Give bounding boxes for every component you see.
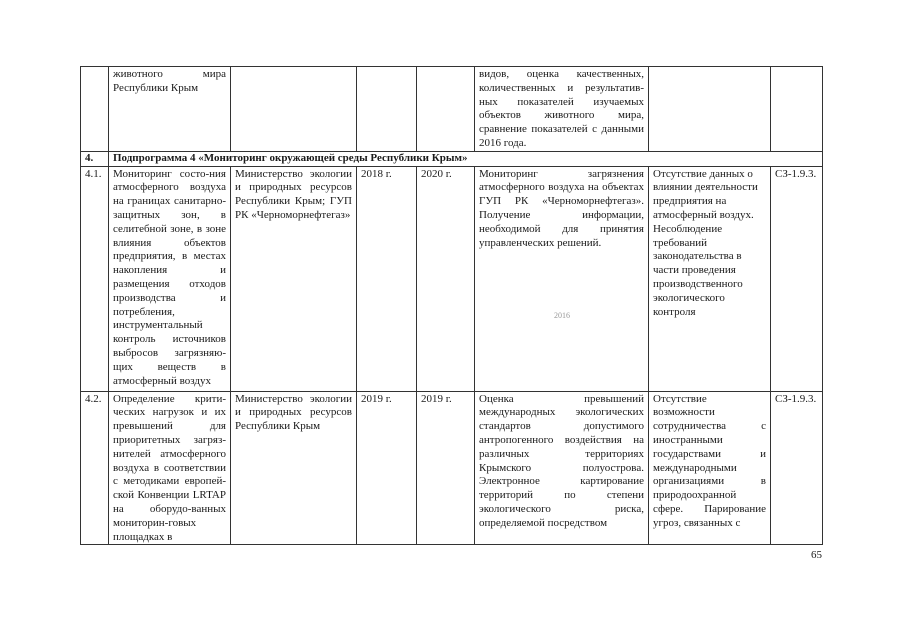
cell-activity: Определение крити-ческих нагрузок и их превышений для приоритетных загряз-нителей атмосферного воздуха в соответствии с методиками европей-ской Конвенции LRTAP на оборудо-ванных мониторин-говых площадках в: [109, 391, 231, 545]
measures-table: [80, 66, 823, 545]
section-number: 4.: [81, 151, 109, 166]
cell-executor: Министерство экологии и природных ресурсов Республики Крым; ГУП РК «Черноморнефтегаз»: [231, 166, 357, 391]
cell-num: 4.1.: [81, 166, 109, 391]
cell-end: 2019 г.: [417, 391, 475, 545]
cell-result: Мониторинг загрязнения атмосферного воздуха на объектах ГУП РК «Черноморнефтегаз». Получение информации, необходимой для принятия управленческих решений.: [475, 166, 649, 391]
cell-result: видов, оценка качественных, количественных и результатив-ных показателей изучаемых объектов животного мира, сравнение показателей с данными 2016 года.: [475, 67, 649, 152]
table-row-section: [81, 151, 823, 166]
cell-consequence: Отсутствие возможности сотрудничества с иностранными государствами и международными организациями в природоохранной сфере. Парирование угроз, связанных с: [649, 391, 771, 545]
section-title: Подпрограмма 4 «Мониторинг окружающей среды Республики Крым»: [109, 151, 823, 166]
cell-consequence: [649, 67, 771, 152]
scan-mark: 2016: [554, 311, 570, 320]
cell-start: 2019 г.: [357, 391, 417, 545]
cell-end: 2020 г.: [417, 166, 475, 391]
cell-link: [771, 67, 823, 152]
table-row-continuation: [81, 67, 823, 152]
cell-executor: [231, 67, 357, 152]
cell-link: СЗ-1.9.3.: [771, 391, 823, 545]
table-row-4-1: [81, 166, 823, 391]
cell-activity: животного мира Республики Крым: [109, 67, 231, 152]
cell-start: [357, 67, 417, 152]
cell-start: 2018 г.: [357, 166, 417, 391]
cell-activity: Мониторинг состо-ния атмосферного воздуха на границах санитарно-защитных зон, в селитебной зоне, в зоне влияния объектов предприятия, в местах накопления и размещения отходов производства и потребления, инструментальный контроль источников выбросов загрязняю-щих веществ в атмосферный воздух: [109, 166, 231, 391]
cell-num: 4.2.: [81, 391, 109, 545]
cell-num: [81, 67, 109, 152]
cell-end: [417, 67, 475, 152]
table-row-4-2: [81, 391, 823, 545]
cell-executor: Министерство экологии и природных ресурсов Республики Крым: [231, 391, 357, 545]
cell-consequence: Отсутствие данных о влиянии деятельности предприятия на атмосферный воздух. Несоблюдение требований законодательства в части проведения производственного экологического контроля: [649, 166, 771, 391]
page-number: 65: [811, 549, 822, 561]
cell-result: Оценка превышений международных экологических стандартов допустимого антропогенного воздействия на различных территориях Крымского полуострова. Электронное картирование территорий по степени экологического риска, определяемой посредством: [475, 391, 649, 545]
cell-link: СЗ-1.9.3.: [771, 166, 823, 391]
